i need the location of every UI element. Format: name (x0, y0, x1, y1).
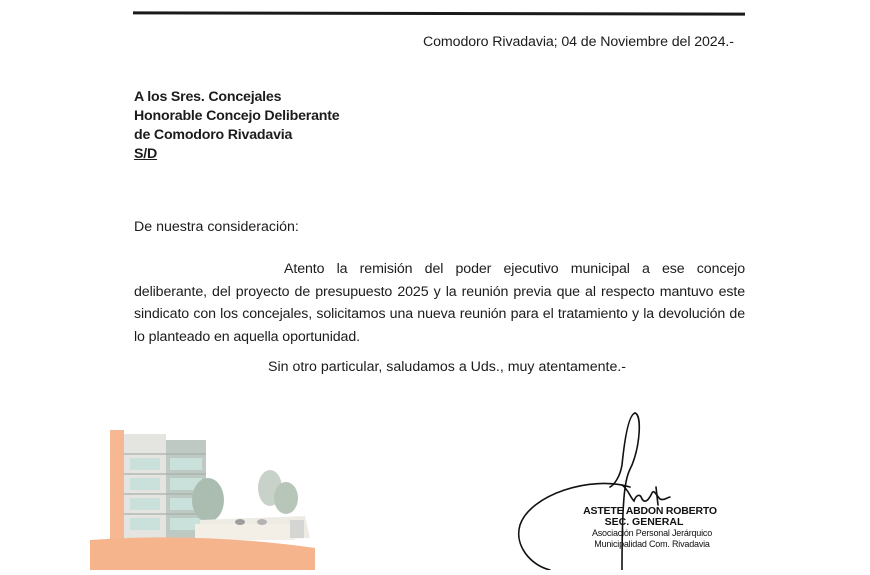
body-paragraph: Atento la remisión del poder ejecutivo municipal a ese concejo deliberante, del proyecto de presupuesto 2025 y la reunión previa que al respecto mantuvo este sindicato con los concejales, solicitamos una nueva reunión para el tratamiento y la devolución de lo planteado en aquella oportunidad. (134, 261, 745, 345)
addressee-line-2: Honorable Concejo Deliberante (134, 108, 340, 124)
addressee-block (134, 88, 339, 164)
addressee-line-3: de Comodoro Rivadavia (134, 127, 293, 143)
header-rule (133, 11, 745, 15)
addressee-sd: S/D (134, 146, 158, 162)
stamp-name: ASTETE ABDON ROBERTO (583, 505, 717, 517)
stamp-role: SEC. GENERAL (604, 516, 684, 528)
stamp-org-line-2: Municipalidad Com. Rivadavia (594, 539, 710, 549)
stamp-org-line-1: Asociación Personal Jerárquico (591, 528, 713, 538)
date-line: Comodoro Rivadavia; 04 de Noviembre del 2024.- (423, 34, 734, 50)
union-logo (90, 420, 320, 570)
stamp-text-block (510, 505, 750, 550)
greeting: De nuestra consideración: (134, 219, 299, 235)
closing-line: Sin otro particular, saludamos a Uds., muy atentamente.- (268, 359, 627, 375)
signature-stamp (510, 405, 750, 570)
addressee-line-1: A los Sres. Concejales (134, 89, 282, 105)
building-logo-icon (90, 420, 320, 570)
